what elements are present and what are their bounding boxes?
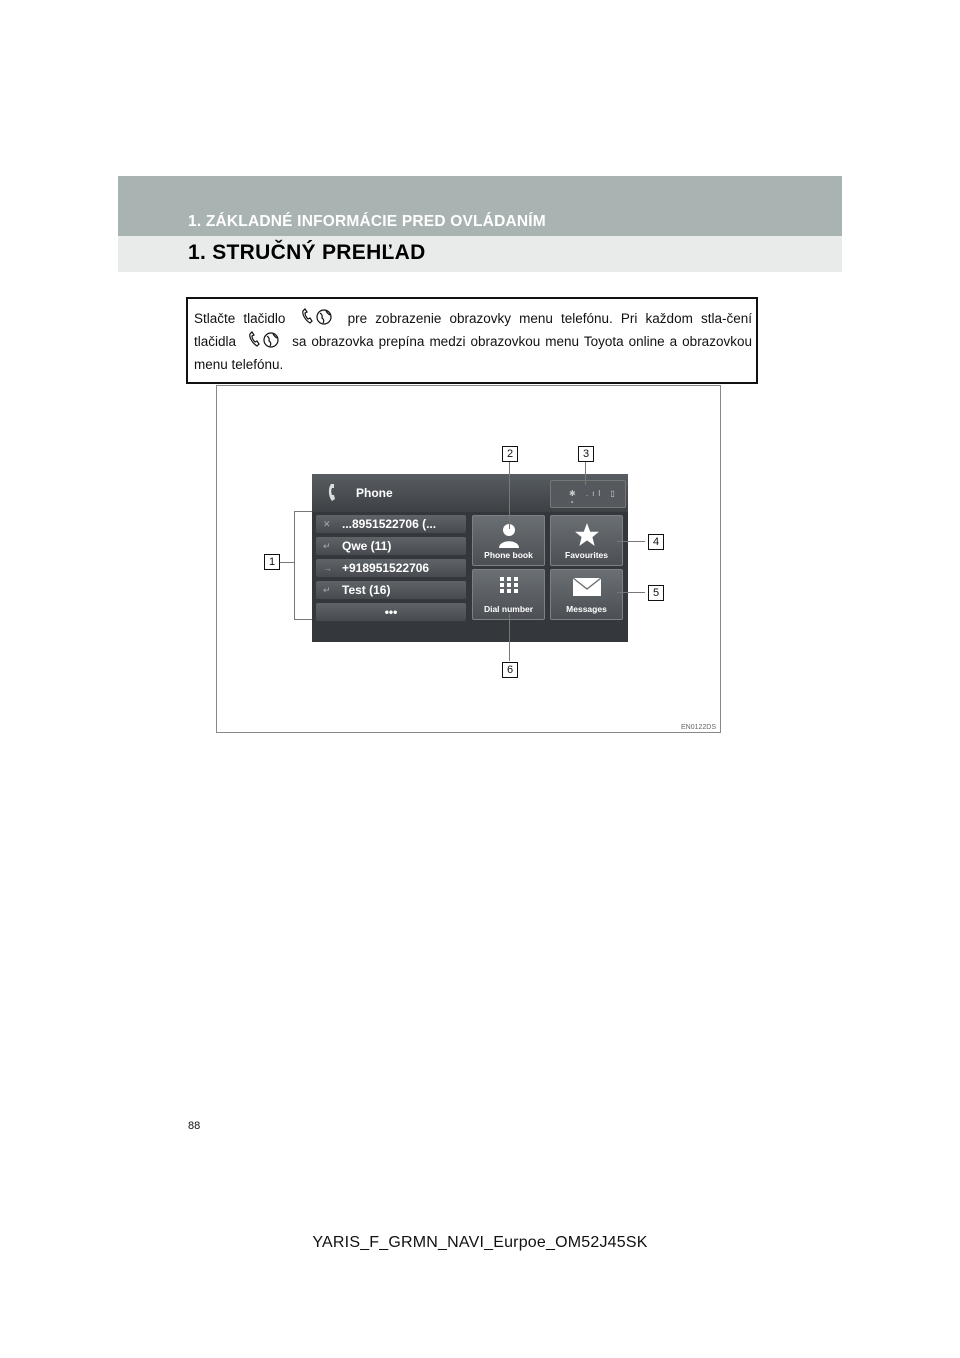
footer-code: YARIS_F_GRMN_NAVI_Eurpoe_OM52J45SK [312, 1234, 648, 1251]
figure-code: EN0122DS [680, 724, 716, 731]
star-icon [574, 522, 600, 548]
history-item[interactable] [316, 515, 466, 533]
phone-book-label: Phone book [484, 550, 533, 560]
incoming-call-icon: ↵ [323, 585, 331, 595]
phone-screen [312, 474, 628, 642]
leader-line-5 [617, 592, 645, 593]
phone-handset-icon [326, 482, 342, 509]
more-button[interactable] [316, 603, 466, 621]
history-item[interactable] [316, 581, 466, 599]
messages-label: Messages [566, 604, 607, 614]
info-text-3: sa obrazovka prepína medzi obrazovkou menu Toyota online a obrazovkou menu telefónu. [194, 334, 752, 372]
history-item-text: Qwe (11) [342, 539, 392, 553]
leader-line-1-stub [279, 562, 294, 563]
missed-call-icon: ✕ [323, 519, 331, 529]
info-text-2: pre zobrazenie obrazovky menu telefónu. Pri každom stla-čení tlačidla [194, 311, 752, 349]
favourites-label: Favourites [565, 550, 608, 560]
leader-line-1-bottom [294, 619, 312, 620]
messages-button[interactable] [550, 569, 623, 620]
dial-number-label: Dial number [483, 604, 534, 614]
outgoing-call-icon: → [323, 563, 332, 573]
leader-line-1 [294, 511, 295, 619]
history-item[interactable] [316, 559, 466, 577]
screen-title: Phone [356, 486, 393, 500]
callout-6: 6 [502, 662, 518, 678]
status-area [550, 480, 626, 508]
leader-line-3 [585, 461, 586, 485]
history-item[interactable] [316, 537, 466, 555]
leader-line-2 [509, 461, 510, 529]
page-title: 1. STRUČNÝ PREHĽAD [188, 241, 426, 264]
status-icons: ✱ .ıl ▯ ◔ [569, 489, 619, 507]
incoming-call-icon: ↵ [323, 541, 331, 551]
callout-3: 3 [578, 446, 594, 462]
figure-frame [216, 385, 721, 733]
callout-5: 5 [648, 585, 664, 601]
phone-globe-icon [300, 308, 334, 326]
callout-2: 2 [502, 446, 518, 462]
phone-globe-icon [247, 331, 281, 349]
callout-1: 1 [264, 554, 280, 570]
leader-line-1-top [294, 511, 312, 512]
history-item-text: Test (16) [342, 583, 391, 597]
info-text-1: Stlačte tlačidlo [194, 311, 286, 326]
more-label: ••• [384, 605, 398, 619]
history-item-text: ...8951522706 (... [342, 517, 437, 531]
info-box [186, 297, 758, 384]
envelope-icon [572, 576, 602, 598]
history-item-text: +918951522706 [342, 561, 430, 575]
page-number: 88 [188, 1120, 201, 1132]
leader-line-6 [509, 614, 510, 661]
keypad-icon [499, 576, 519, 598]
dial-number-button[interactable] [472, 569, 545, 620]
callout-4: 4 [648, 534, 664, 550]
section-label: 1. ZÁKLADNÉ INFORMÁCIE PRED OVLÁDANÍM [188, 213, 546, 230]
favourites-button[interactable] [550, 515, 623, 566]
leader-line-4 [617, 541, 645, 542]
